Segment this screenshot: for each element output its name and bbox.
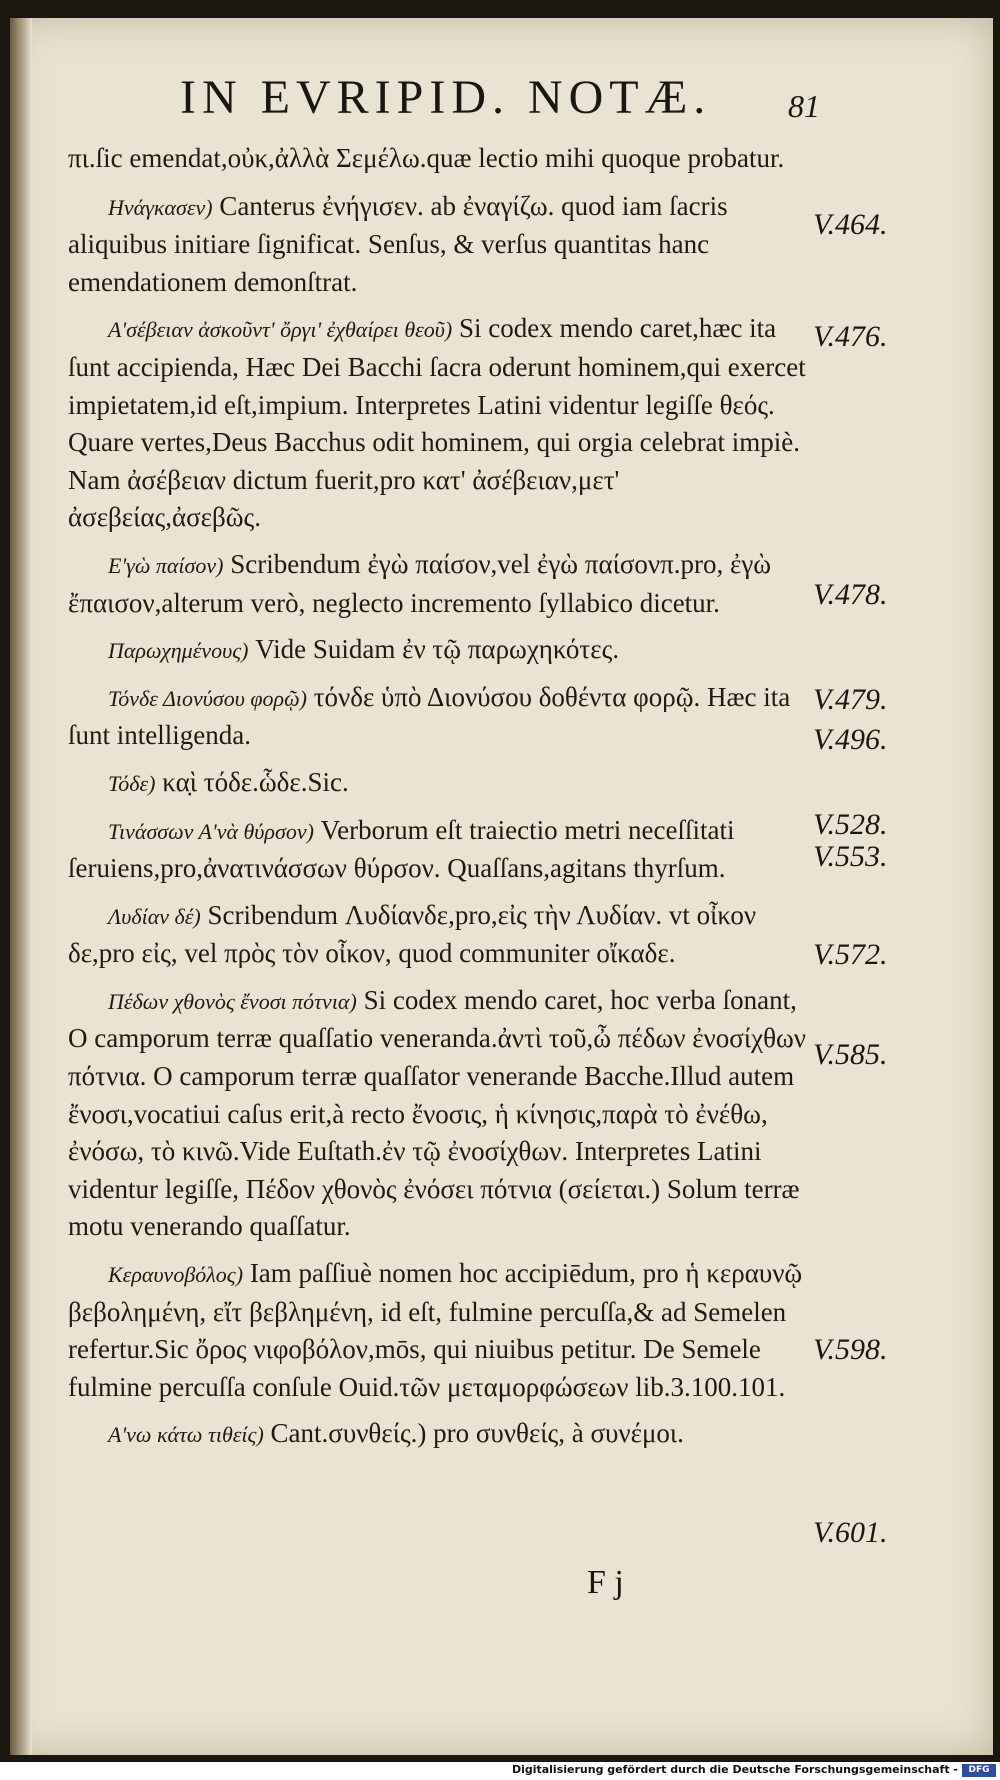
book-page [10, 18, 993, 1755]
paragraph-text: κα̣ὶ τόδε.ὧδε.Sic. [162, 766, 349, 797]
footer-credit-text: Digitalisierung gefördert durch die Deutsche Forschungsgemeinschaft - [511, 1763, 958, 1776]
text-paragraph [68, 310, 808, 537]
lemma: Λυδίαν δέ) [108, 903, 201, 929]
margin-verse-ref: V.478. [813, 578, 888, 611]
margin-verse-ref: V.572. [813, 938, 888, 971]
paragraph-text: Si codex mendo caret, hoc verba ſonant, O camporum terræ quaſſatio veneranda.ἀντὶ τοῦ,ὦ πέδων ἐνοσίχθων πότνια. O camporum terræ quaſſator venerande Bacche.Illud autem ἔνοσι,vocatiui caſus erit,à recto ἔνοσις, ἡ κίνησις,παρὰ τὸ ἐνέθω, ἐνόσω, τὸ κινῶ.Vide Euſtath.ἐν τῷ ἐνοσίχθων. Interpretes Latini videntur legiſſe, Πέδον χθονὸς ἐνόσει πότνια (σείεται.) Solum terræ motu venerando quaſſatur. [68, 984, 806, 1242]
margin-verse-ref: V.479. [813, 683, 888, 716]
text-paragraph [68, 546, 808, 622]
text-paragraph [68, 897, 808, 973]
margin-verse-ref: V.553. [813, 840, 888, 873]
margin-verse-ref: V.528. [813, 808, 888, 841]
paragraph-text: πι.ſic emendat,οὐκ,ἀλλὰ Σεμέλω.quæ lectio mihi quoque probatur. [68, 143, 785, 173]
paragraph-text: Scribendum ἐγὼ παίσον,vel ἐγὼ παίσονπ.pro, ἐγὼ ἔπαισον,alterum verò, neglecto incremento ſyllabico dicetur. [68, 548, 772, 618]
text-paragraph [68, 679, 808, 755]
lemma: Παρωχημένους) [108, 638, 249, 664]
text-paragraph [68, 631, 808, 670]
lemma: Α'νω κάτω τιθείς) [108, 1422, 264, 1448]
lemma: Ε'γὼ παίσον) [108, 552, 224, 578]
text-paragraph [68, 764, 808, 803]
signature-mark: F j [587, 1564, 624, 1601]
margin-verse-ref: V.601. [813, 1516, 888, 1549]
lemma: Κεραυνοβόλος) [108, 1262, 244, 1288]
main-text-block [68, 140, 808, 1463]
paragraph-text: Vide Suidam ἐν τῷ παρωχηκότες. [255, 634, 620, 665]
page-number: 81 [788, 88, 820, 124]
margin-verse-ref: V.585. [813, 1038, 888, 1071]
paragraph-text: Cant.συνθείς.) pro συνθείς, à συνέμοι. [270, 1418, 684, 1449]
text-paragraph [68, 982, 808, 1246]
page-spine-shadow [10, 18, 32, 1755]
margin-verse-ref: V.476. [813, 320, 888, 353]
text-paragraph [68, 1415, 808, 1454]
lemma: Τόνδε Διονύσου φορῷ) [108, 685, 307, 711]
paragraph-text: Verborum eſt traiectio metri neceſſitati ſeruiens,pro,ἀνατινάσσων θύρσον. Quaſſans,agitans thyrſum. [68, 814, 735, 884]
margin-verse-ref: V.464. [813, 208, 888, 241]
text-paragraph [68, 188, 808, 302]
lemma: Πέδων χθονὸς ἔνοσι πότνια) [108, 988, 357, 1014]
paragraph-text: Si codex mendo caret,hæc ita ſunt accipienda, Hæc Dei Bacchi ſacra oderunt hominem,qui exercet impietatem,id eſt,impium. Interpretes Latini videntur legiſſe θεός. Quare vertes,Deus Bacchus odit hominem, qui orgia celebrat impiè. Nam ἀσέβειαν dictum fuerit,pro κατ' ἀσέβειαν,μετ' ἀσεβείας,ἀσεβῶς. [68, 313, 806, 533]
text-paragraph [68, 1255, 808, 1406]
text-paragraph [68, 812, 808, 888]
paragraph-text: Iam paſſiuè nomen hoc accipiēdum, pro ἡ κεραυνῷ βεβολημένη, εἴτ βεβλημένη, id eſt, fulmine percuſſa,& ad Semelen refertur.Sic ὄρος νιφοβόλον,mōs, qui niuibus petitur. De Semele fulmine percuſſa conſule Ouid.τῶν μεταμορφώσεων lib.3.100.101. [68, 1258, 803, 1402]
dfg-logo: DFG [962, 1764, 996, 1777]
paragraph-text: Canterus ἐνήγισεν. ab ἐναγίζω. quod iam ſacris aliquibus initiare ſignificat. Senſus, & verſus quantitas hanc emendationem demonſtrat. [68, 190, 728, 297]
margin-verse-ref: V.598. [813, 1333, 888, 1366]
lemma: Ηνάγκασεν) [108, 194, 213, 220]
paragraph-text: τόνδε ὑπὸ Διονύσου δοθέντα φορῷ. Hæc ita ſunt intelligenda. [68, 681, 791, 751]
margin-verse-ref: V.496. [813, 723, 888, 756]
lemma: Τινάσσων Α'νὰ θύρσον) [108, 818, 314, 844]
running-head-title: IN EVRIPID. NOTÆ. [180, 71, 712, 124]
paragraph-text: Scribendum Λυδίανδε,pro,εἰς τὴν Λυδίαν. vt οἶκον δε,pro εἰς, vel πρὸς τὸν οἶκον, quod communiter οἴκαδε. [68, 899, 757, 969]
text-paragraph [68, 140, 808, 179]
lemma: Τόδε) [108, 770, 156, 796]
lemma: Α'σέβειαν ἀσκοῦντ' ὄργι' ἐχθαίρει θεοῦ) [108, 317, 453, 343]
